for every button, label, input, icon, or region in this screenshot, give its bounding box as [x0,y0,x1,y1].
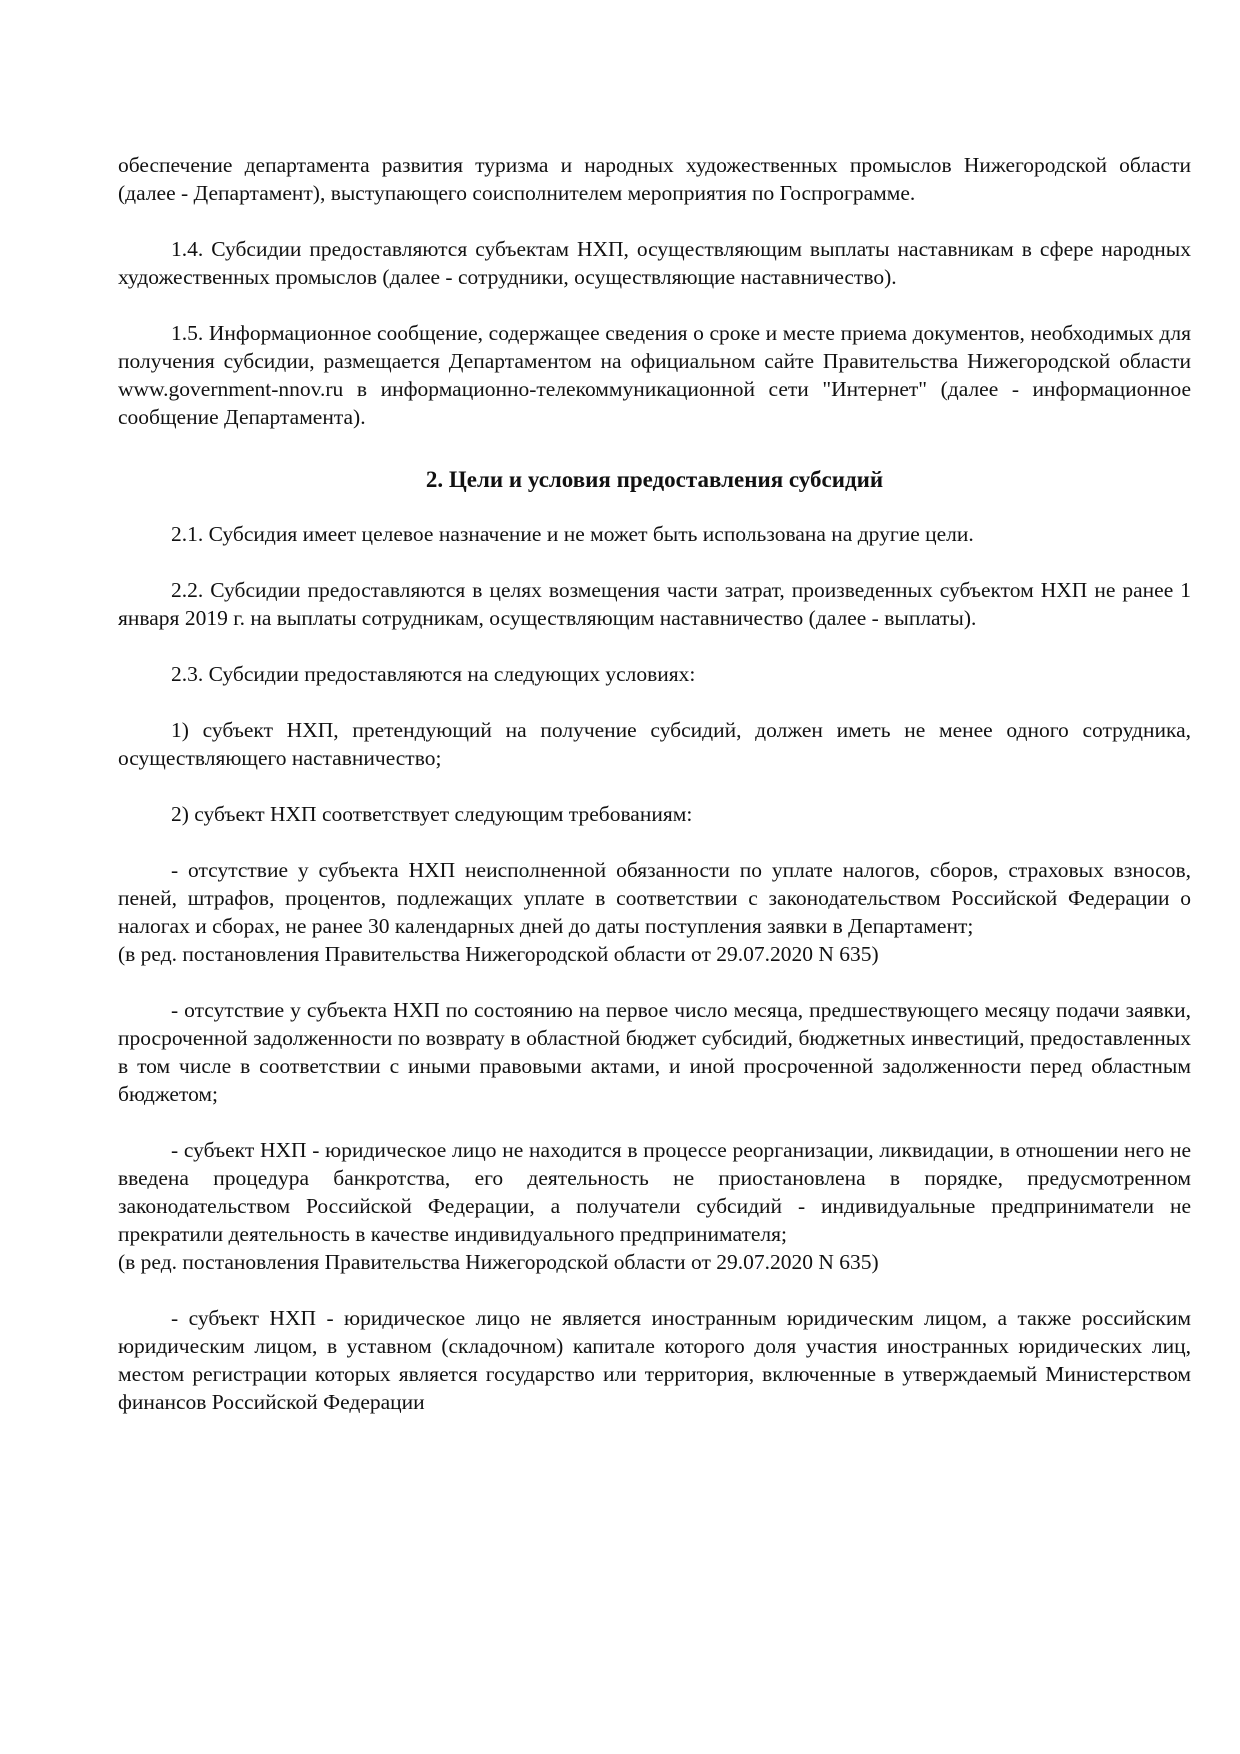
condition-1: 1) субъект НХП, претендующий на получение субсидий, должен иметь не менее одного сотрудника, осуществляющего наставничество; [118,718,1191,770]
requirement-foreign-entity: - субъект НХП - юридическое лицо не является иностранным юридическим лицом, а также российским юридическим лицом, в уставном (складочном) капитале которого доля участия иностранных юридических лиц, местом регистрации которых является государство или территория, включенные в утверждаемый Министерством финансов Российской Федерации [118,1306,1191,1414]
paragraph-1-3-continued: обеспечение департамента развития туризма и народных художественных промыслов Нижегородской области (далее - Департамент), выступающего соисполнителем мероприятия по Госпрограмме. [118,153,1191,205]
paragraph-2-2: 2.2. Субсидии предоставляются в целях возмещения части затрат, произведенных субъектом НХП не ранее 1 января 2019 г. на выплаты сотрудникам, осуществляющим наставничество (далее - выплаты). [118,578,1191,630]
section-heading: 2. Цели и условия предоставления субсидий [425,467,884,492]
document-page [118,151,1191,1444]
requirement-taxes: - отсутствие у субъекта НХП неисполненной обязанности по уплате налогов, сборов, страховых взносов, пеней, штрафов, процентов, подлежащих уплате в соответствии с законодательством Российской Федерации о налогах и сборах, не ранее 30 календарных дней до даты поступления заявки в Департамент; [118,858,1191,938]
amendment-note: (в ред. постановления Правительства Нижегородской области от 29.07.2020 N 635) [118,942,879,966]
condition-2: 2) субъект НХП соответствует следующим требованиям: [171,802,693,826]
paragraph-2-1: 2.1. Субсидия имеет целевое назначение и не может быть использована на другие цели. [171,522,974,546]
paragraph-1-4: 1.4. Субсидии предоставляются субъектам НХП, осуществляющим выплаты наставникам в сфере народных художественных промыслов (далее - сотрудники, осуществляющие наставничество). [118,237,1191,289]
requirement-reorganization: - субъект НХП - юридическое лицо не находится в процессе реорганизации, ликвидации, в отношении него не введена процедура банкротства, его деятельность не приостановлена в порядке, предусмотренном законодательством Российской Федерации, а получатели субсидий - индивидуальные предприниматели не прекратили деятельность в качестве индивидуального предпринимателя; [118,1138,1191,1246]
requirement-debt: - отсутствие у субъекта НХП по состоянию на первое число месяца, предшествующего месяцу подачи заявки, просроченной задолженности по возврату в областной бюджет субсидий, бюджетных инвестиций, предоставленных в том числе в соответствии с иными правовыми актами, и иной просроченной задолженности перед областным бюджетом; [118,998,1191,1106]
paragraph-1-5: 1.5. Информационное сообщение, содержащее сведения о сроке и месте приема документов, необходимых для получения субсидии, размещается Департаментом на официальном сайте Правительства Нижегородской области www.government-nnov.ru в информационно-телекоммуникационной сети "Интернет" (далее - информационное сообщение Департамента). [118,321,1191,429]
paragraph-2-3: 2.3. Субсидии предоставляются на следующих условиях: [171,662,696,686]
amendment-note: (в ред. постановления Правительства Нижегородской области от 29.07.2020 N 635) [118,1250,879,1274]
